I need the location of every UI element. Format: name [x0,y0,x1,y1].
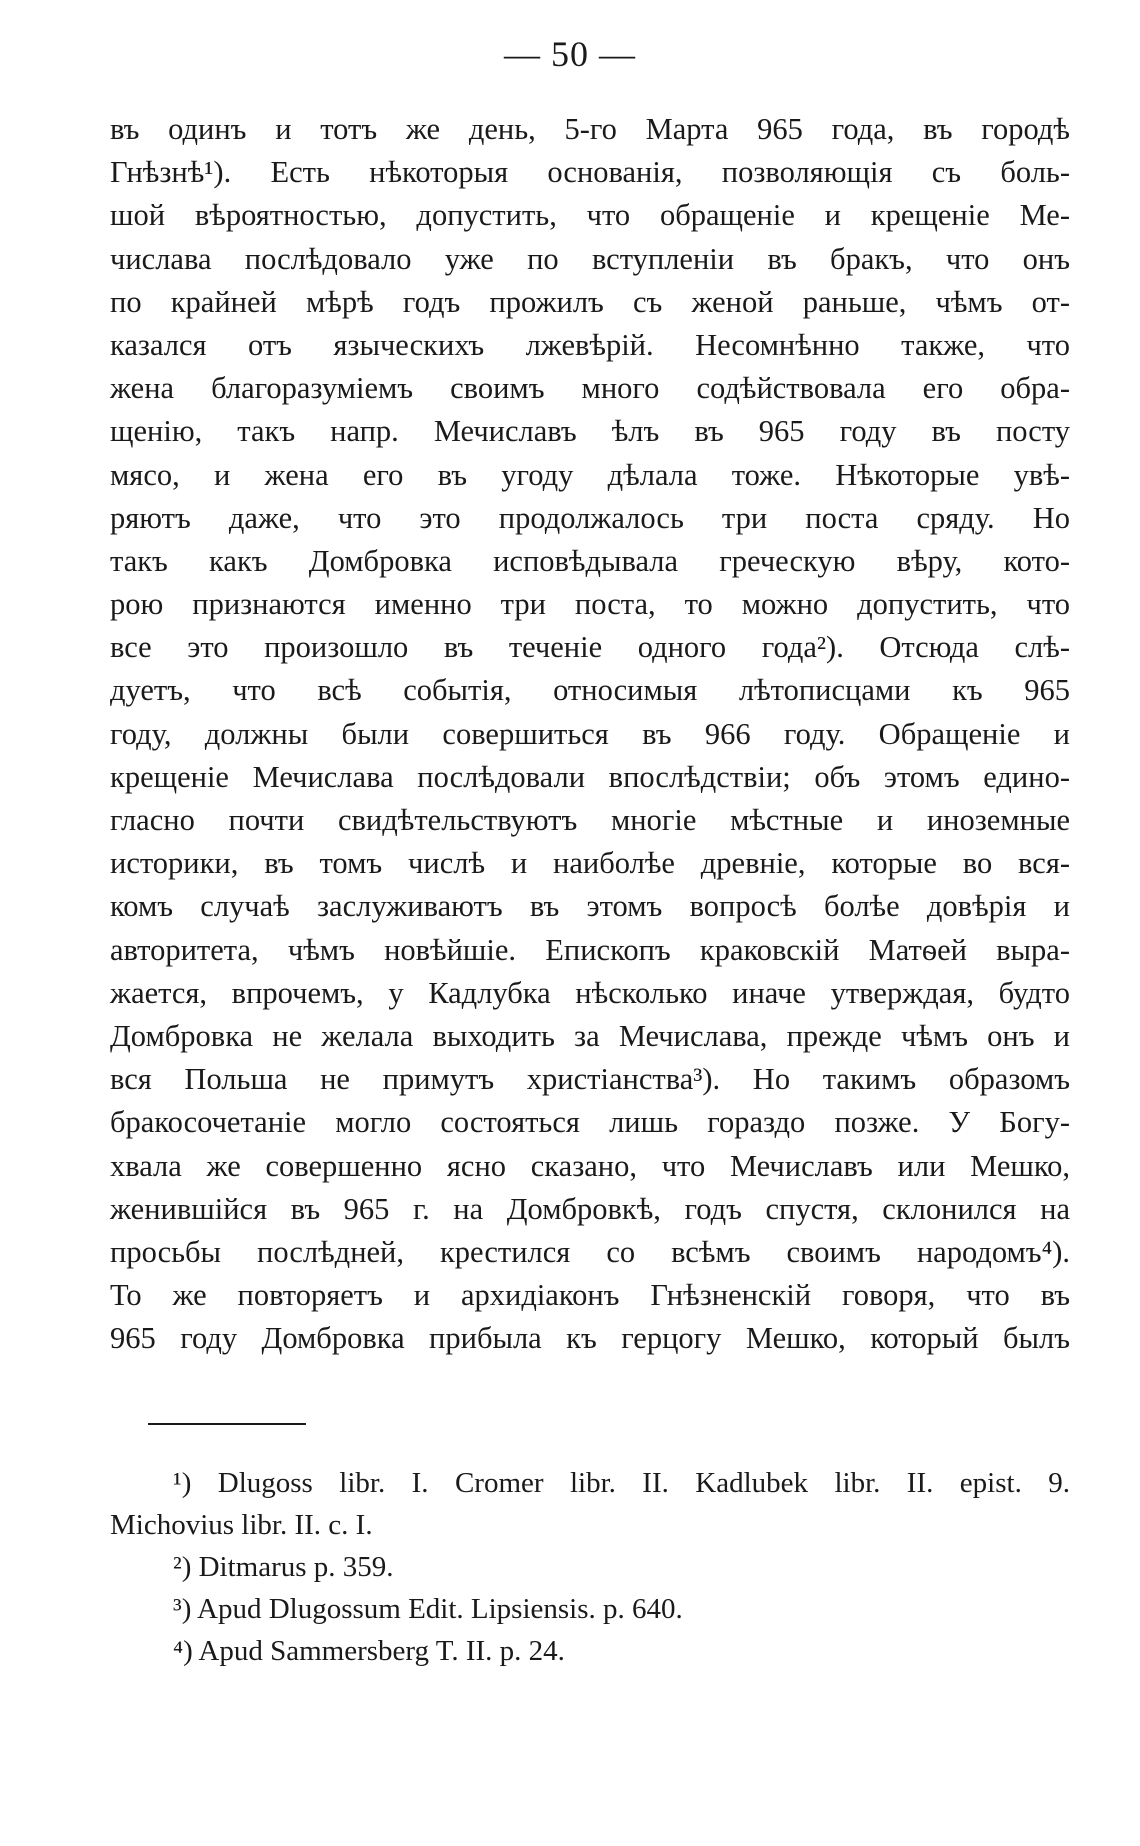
text-line: женившійся въ 965 г. на Домбровкѣ, годъ спустя, склонился на [110,1191,1070,1226]
body-text [110,108,1070,1360]
text-line: щенію, такъ напр. Мечиславъ ѣлъ въ 965 году въ посту [110,414,1070,449]
text-line: жается, впрочемъ, у Кадлубка нѣсколько иначе утверждая, будто [110,975,1070,1010]
text-line: такъ какъ Домбровка исповѣдывала греческую вѣру, кото- [110,543,1070,578]
text-line: мясо, и жена его въ угоду дѣлала тоже. Нѣкоторые увѣ- [110,457,1070,492]
text-line: шой вѣроятностью, допустить, что обращеніе и крещеніе Ме- [110,198,1070,233]
text-line: хвала же совершенно ясно сказано, что Мечиславъ или Мешко, [110,1148,1070,1183]
text-line: То же повторяетъ и архидіаконъ Гнѣзненскій говоря, что въ [110,1278,1070,1313]
footnote-1: ¹) Dlugoss libr. I. Cromer libr. II. Kadlubek libr. II. epist. 9. [173,1467,1070,1499]
text-line: бракосочетаніе могло состояться лишь гораздо позже. У Богу- [110,1105,1070,1140]
text-line: авторитета, чѣмъ новѣйшіе. Епископъ краковскій Матѳей выра- [110,932,1070,967]
footnote-3: ³) Apud Dlugossum Edit. Lipsiensis. p. 640. [173,1593,683,1625]
text-line: казался отъ языческихъ лжевѣрій. Несомнѣнно также, что [110,327,1070,362]
text-line: дуетъ, что всѣ событія, относимыя лѣтописцами къ 965 [110,673,1070,708]
text-line: вся Польша не примутъ христіанства³). Но такимъ образомъ [110,1062,1070,1097]
text-line: гласно почти свидѣтельствуютъ многіе мѣстные и иноземные [110,803,1070,837]
text-line: Домбровка не желала выходить за Мечислава, прежде чѣмъ онъ и [110,1018,1070,1053]
footnote-4: ⁴) Apud Sammersberg T. II. p. 24. [173,1635,565,1667]
text-line: рою признаются именно три поста, то можно допустить, что [110,587,1070,622]
text-line: по крайней мѣрѣ годъ прожилъ съ женой раньше, чѣмъ от- [110,284,1070,319]
text-line: историки, въ томъ числѣ и наиболѣе древніе, которые во вся- [110,846,1070,881]
footnotes [110,1462,1070,1672]
text-line: числава послѣдовало уже по вступленіи въ бракъ, что онъ [110,241,1070,276]
text-line: въ одинъ и тотъ же день, 5-го Марта 965 года, въ городѣ [110,112,1070,146]
footnote-2: ²) Ditmarus p. 359. [173,1551,394,1583]
text-line: 965 году Домбровка прибыла къ герцогу Мешко, который былъ [110,1321,1070,1356]
text-line: все это произошло въ теченіе одного года²). Отсюда слѣ- [110,630,1070,665]
text-line: крещеніе Мечислава послѣдовали впослѣдствіи; объ этомъ едино- [110,759,1070,794]
text-line: ряютъ даже, что это продолжалось три поста сряду. Но [110,500,1070,535]
text-line: комъ случаѣ заслуживаютъ въ этомъ вопросѣ болѣе довѣрія и [110,889,1070,924]
text-line: просьбы послѣдней, крестился со всѣмъ своимъ народомъ⁴). [110,1234,1070,1269]
footnote-separator [148,1423,306,1425]
footnote-1-continuation: Michovius libr. II. c. I. [110,1509,373,1541]
text-line: году, должны были совершиться въ 966 году. Обращеніе и [110,716,1070,751]
text-line: жена благоразуміемъ своимъ много содѣйствовала его обра- [110,371,1070,406]
page-number: — 50 — [504,34,636,74]
text-line: Гнѣзнѣ¹). Есть нѣкоторыя основанія, позволяющія съ боль- [110,155,1070,190]
